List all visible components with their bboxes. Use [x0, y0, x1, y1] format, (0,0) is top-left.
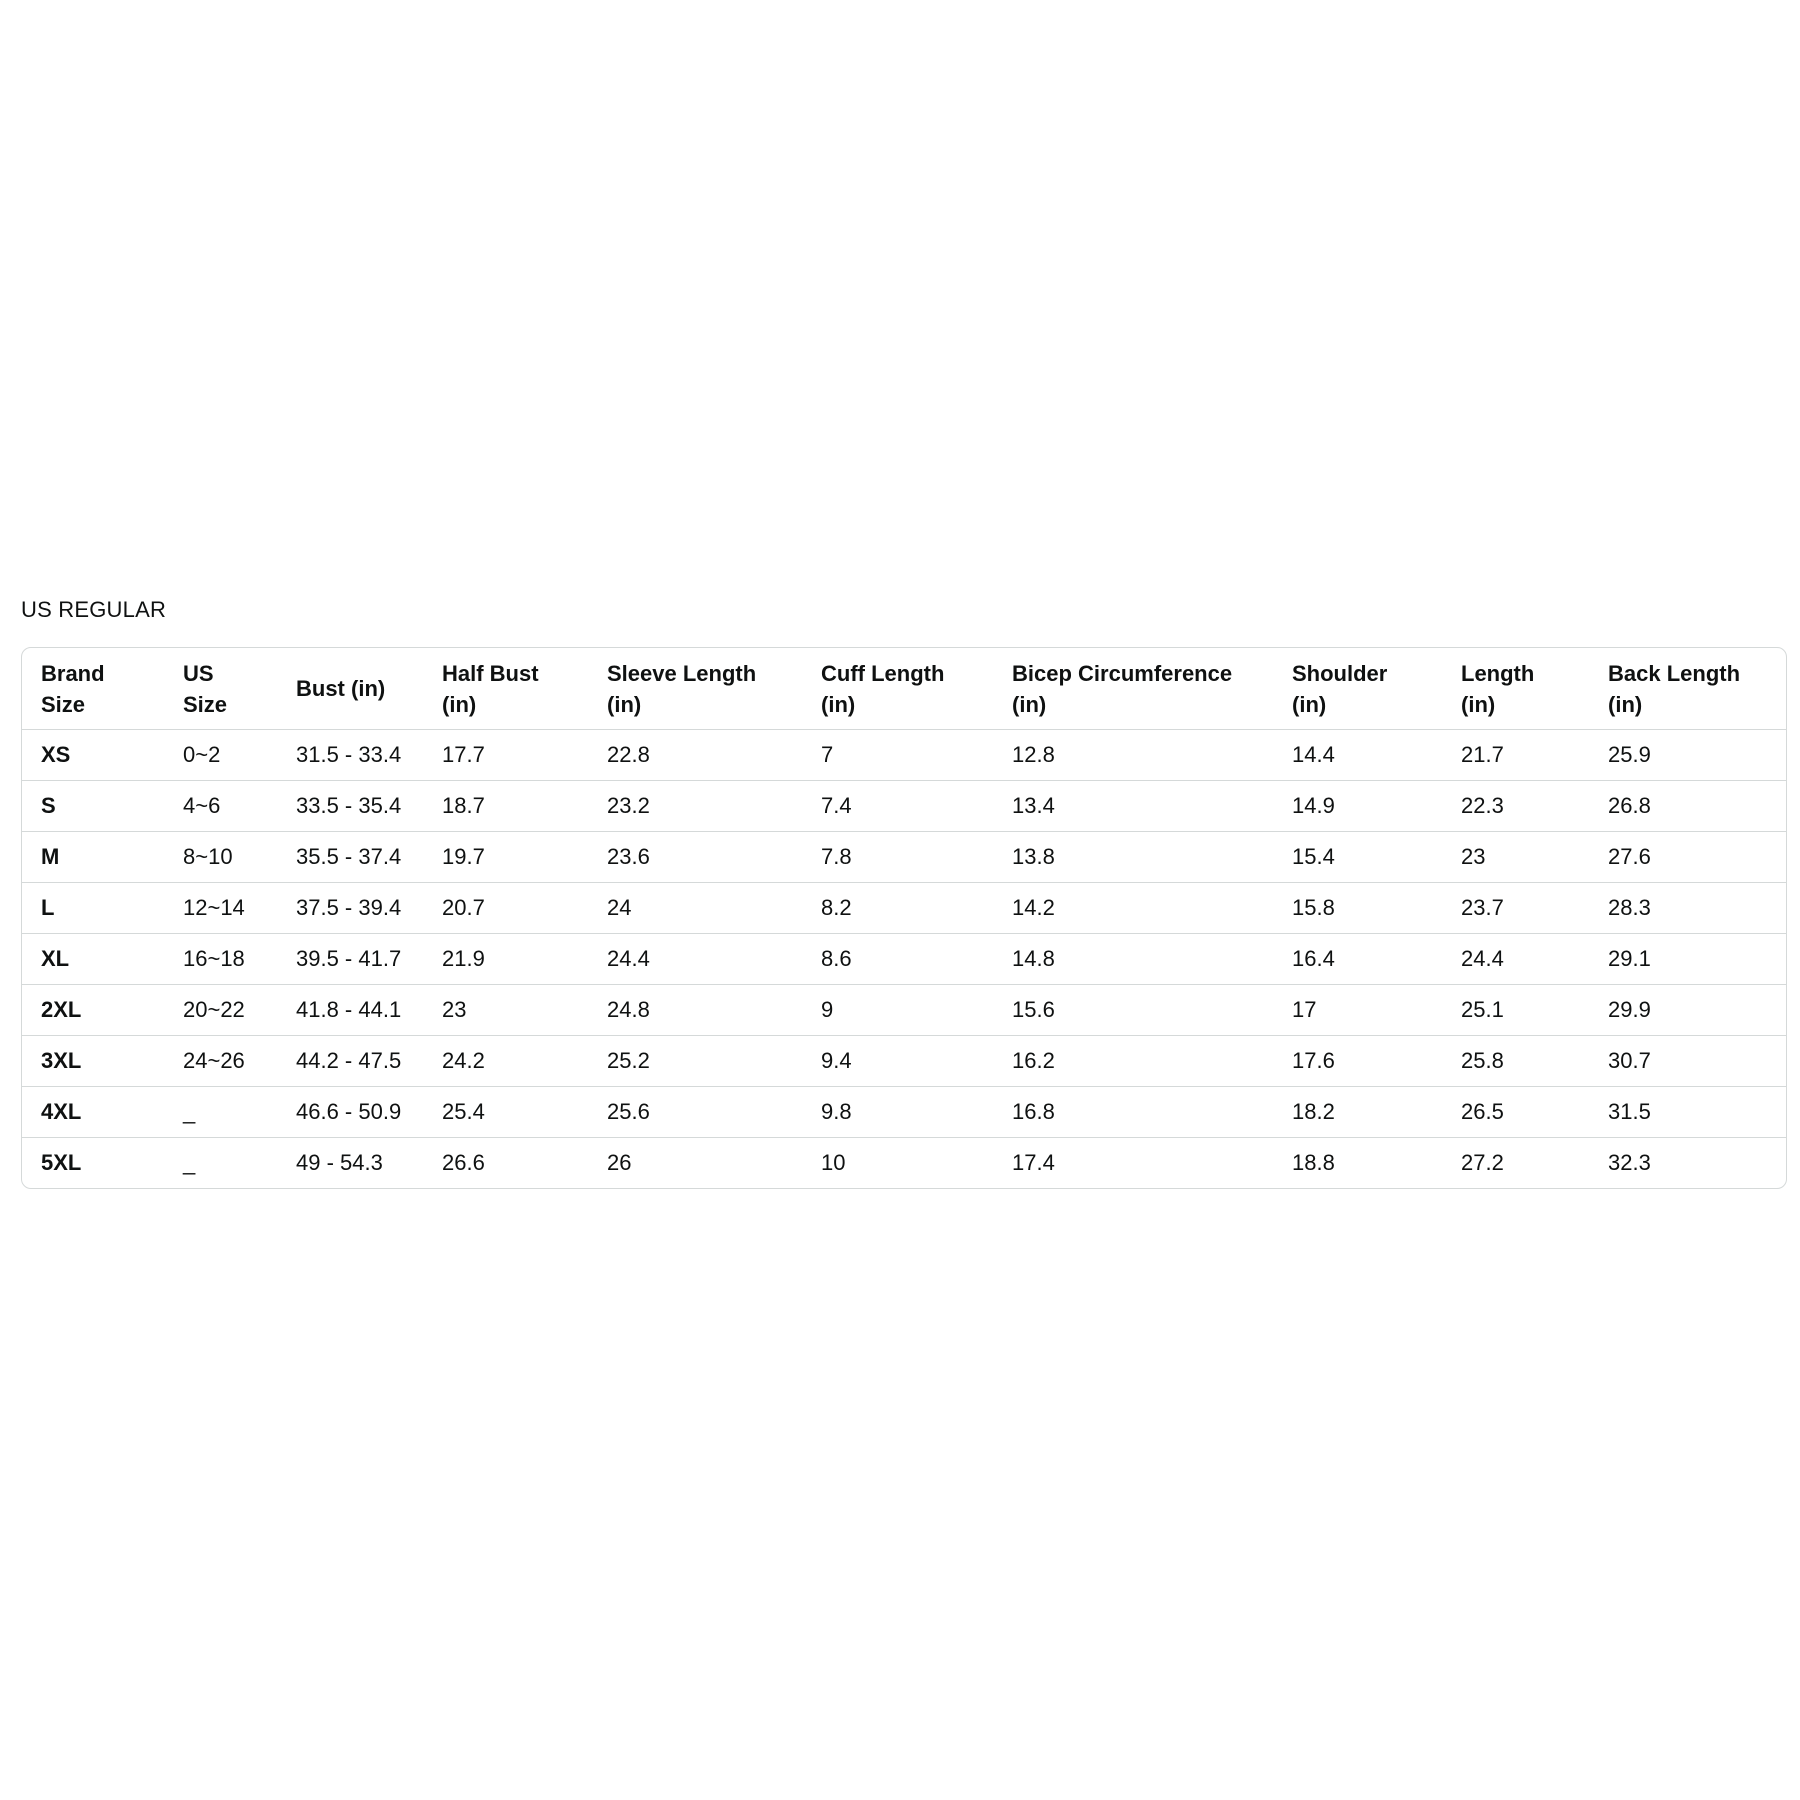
table-cell: 15.4 [1292, 844, 1335, 869]
table-cell: 24.4 [1461, 946, 1504, 971]
table-row [22, 781, 1787, 832]
table-cell: 16~18 [183, 946, 245, 971]
table-cell: 24~26 [183, 1048, 245, 1073]
table-cell: 46.6 - 50.9 [296, 1099, 402, 1124]
table-cell: 23 [442, 997, 467, 1022]
table-cell: 14.2 [1012, 895, 1055, 920]
table-cell: 28.3 [1608, 895, 1651, 920]
table-cell: 27.2 [1461, 1150, 1504, 1175]
table-cell: 41.8 - 44.1 [296, 997, 402, 1022]
table-row [22, 730, 1787, 781]
table-cell: 26 [607, 1150, 632, 1175]
table-cell: 25.4 [442, 1099, 485, 1124]
table-cell: 18.7 [442, 793, 485, 818]
table-cell: 24.8 [607, 997, 650, 1022]
table-cell: 25.6 [607, 1099, 650, 1124]
table-cell: 7.4 [821, 793, 852, 818]
brand-size-cell: XL [41, 946, 70, 971]
table-cell: 17.4 [1012, 1150, 1055, 1175]
table-cell: 30.7 [1608, 1048, 1651, 1073]
table-cell: _ [183, 1150, 196, 1175]
table-cell: 18.8 [1292, 1150, 1335, 1175]
brand-size-cell: XS [41, 742, 71, 767]
column-header: Back Length (in) [1608, 660, 1741, 717]
table-cell: 23.7 [1461, 895, 1504, 920]
table-body [22, 730, 1787, 1189]
table-cell: 33.5 - 35.4 [296, 793, 402, 818]
column-header: Length (in) [1461, 660, 1535, 717]
table-cell: 18.2 [1292, 1099, 1335, 1124]
table-cell: 12~14 [183, 895, 245, 920]
table-cell: 26.8 [1608, 793, 1651, 818]
table-cell: 7.8 [821, 844, 852, 869]
table-cell: 25.9 [1608, 742, 1651, 767]
table-cell: 49 - 54.3 [296, 1150, 383, 1175]
brand-size-cell: S [41, 793, 56, 818]
table-cell: 37.5 - 39.4 [296, 895, 402, 920]
table-row [22, 1087, 1787, 1138]
table-cell: 23.6 [607, 844, 650, 869]
column-header: Bust (in) [296, 676, 386, 701]
table-cell: 23 [1461, 844, 1486, 869]
table-cell: 22.3 [1461, 793, 1504, 818]
table-cell: 25.8 [1461, 1048, 1504, 1073]
column-header: US Size [183, 660, 228, 717]
brand-size-cell: M [41, 844, 60, 869]
table-cell: 26.5 [1461, 1099, 1504, 1124]
column-header: Sleeve Length (in) [607, 660, 757, 717]
table-cell: 39.5 - 41.7 [296, 946, 402, 971]
table-cell: 17 [1292, 997, 1317, 1022]
column-header: Half Bust (in) [442, 660, 539, 717]
table-cell: 8.6 [821, 946, 852, 971]
table-cell: 14.9 [1292, 793, 1335, 818]
table-cell: 35.5 - 37.4 [296, 844, 402, 869]
table-cell: 20~22 [183, 997, 245, 1022]
column-header: Shoulder (in) [1292, 660, 1388, 717]
table-cell: 8~10 [183, 844, 233, 869]
table-cell: 21.7 [1461, 742, 1504, 767]
table-row [22, 832, 1787, 883]
table-cell: 8.2 [821, 895, 852, 920]
table-cell: 13.4 [1012, 793, 1055, 818]
table-cell: 25.1 [1461, 997, 1504, 1022]
table-cell: 22.8 [607, 742, 650, 767]
table-cell: 29.9 [1608, 997, 1651, 1022]
size-chart-table-container [21, 647, 1787, 1189]
table-cell: 16.2 [1012, 1048, 1055, 1073]
table-row [22, 985, 1787, 1036]
table-cell: 9.8 [821, 1099, 852, 1124]
table-cell: 9 [821, 997, 834, 1022]
table-cell: 27.6 [1608, 844, 1651, 869]
table-cell: 31.5 - 33.4 [296, 742, 402, 767]
table-cell: 31.5 [1608, 1099, 1651, 1124]
table-cell: 24 [607, 895, 632, 920]
table-cell: 17.6 [1292, 1048, 1335, 1073]
brand-size-cell: 5XL [41, 1150, 82, 1175]
table-cell: 14.4 [1292, 742, 1335, 767]
column-header: Bicep Circumference (in) [1012, 660, 1233, 717]
table-cell: 32.3 [1608, 1150, 1651, 1175]
table-cell: 24.4 [607, 946, 650, 971]
brand-size-cell: L [41, 895, 55, 920]
table-cell: 23.2 [607, 793, 650, 818]
table-cell: 15.6 [1012, 997, 1055, 1022]
table-cell: 16.4 [1292, 946, 1335, 971]
table-cell: 17.7 [442, 742, 485, 767]
table-row [22, 883, 1787, 934]
column-header: Cuff Length (in) [821, 660, 945, 717]
table-cell: 10 [821, 1150, 846, 1175]
size-chart-table [22, 648, 1787, 1188]
table-header-row [22, 648, 1787, 730]
table-cell: 25.2 [607, 1048, 650, 1073]
column-header: Brand Size [41, 660, 105, 717]
table-cell: 12.8 [1012, 742, 1055, 767]
table-cell: 29.1 [1608, 946, 1651, 971]
table-cell: 14.8 [1012, 946, 1055, 971]
brand-size-cell: 4XL [41, 1099, 82, 1124]
table-cell: 16.8 [1012, 1099, 1055, 1124]
table-row [22, 1138, 1787, 1189]
table-cell: 4~6 [183, 793, 221, 818]
table-cell: 9.4 [821, 1048, 852, 1073]
table-cell: 7 [821, 742, 834, 767]
brand-size-cell: 3XL [41, 1048, 82, 1073]
size-chart-title: US REGULAR [21, 597, 167, 622]
table-cell: 13.8 [1012, 844, 1055, 869]
table-cell: 0~2 [183, 742, 221, 767]
table-row [22, 934, 1787, 985]
table-cell: 26.6 [442, 1150, 485, 1175]
brand-size-cell: 2XL [41, 997, 82, 1022]
table-cell: 44.2 - 47.5 [296, 1048, 402, 1073]
table-cell: 19.7 [442, 844, 485, 869]
table-cell: 24.2 [442, 1048, 485, 1073]
table-cell: _ [183, 1099, 196, 1124]
table-cell: 15.8 [1292, 895, 1335, 920]
table-cell: 20.7 [442, 895, 485, 920]
table-cell: 21.9 [442, 946, 485, 971]
table-row [22, 1036, 1787, 1087]
